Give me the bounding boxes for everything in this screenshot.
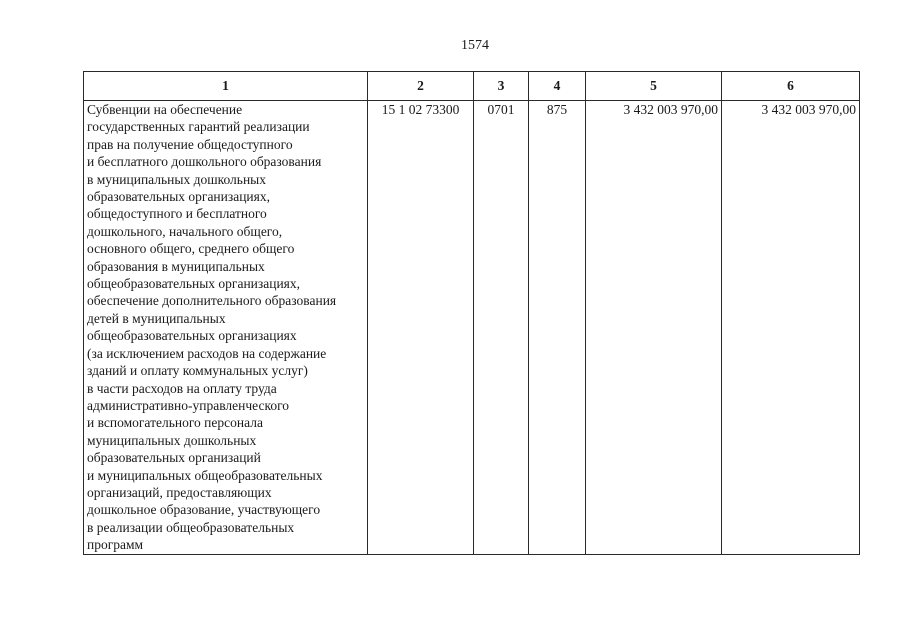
row-target-article: 15 1 02 73300 — [368, 101, 474, 555]
column-header-1: 1 — [84, 72, 368, 101]
column-header-3: 3 — [474, 72, 529, 101]
table-row — [84, 101, 860, 555]
budget-table — [83, 71, 860, 555]
page-number: 1574 — [461, 38, 489, 53]
column-header-2: 2 — [368, 72, 474, 101]
row-amount-col6: 3 432 003 970,00 — [722, 101, 860, 555]
column-header-4: 4 — [529, 72, 586, 101]
row-expense-type: 875 — [529, 101, 586, 555]
table-header-row — [84, 72, 860, 101]
row-description: Субвенции на обеспечение государственных гарантий реализации прав на получение общедоступного и бесплатного дошкольного образования в муниципальных дошкольных образовательных организациях, общедоступного и бесплатного дошкольного, начального общего, основного общего, среднего общего образования в муниципальных общеобразовательных организациях, обеспечение дополнительного образования детей в муниципальных общеобразовательных организациях (за исключением расходов на содержание зданий и оплату коммунальных услуг) в части расходов на оплату труда административно-управленческого и вспомогательного персонала муниципальных дошкольных образовательных организаций и муниципальных общеобразовательных организаций, предоставляющих дошкольное образование, участвующего в реализации общеобразовательных программ — [84, 101, 368, 555]
column-header-6: 6 — [722, 72, 860, 101]
row-amount-col5: 3 432 003 970,00 — [586, 101, 722, 555]
column-header-5: 5 — [586, 72, 722, 101]
row-section: 0701 — [474, 101, 529, 555]
